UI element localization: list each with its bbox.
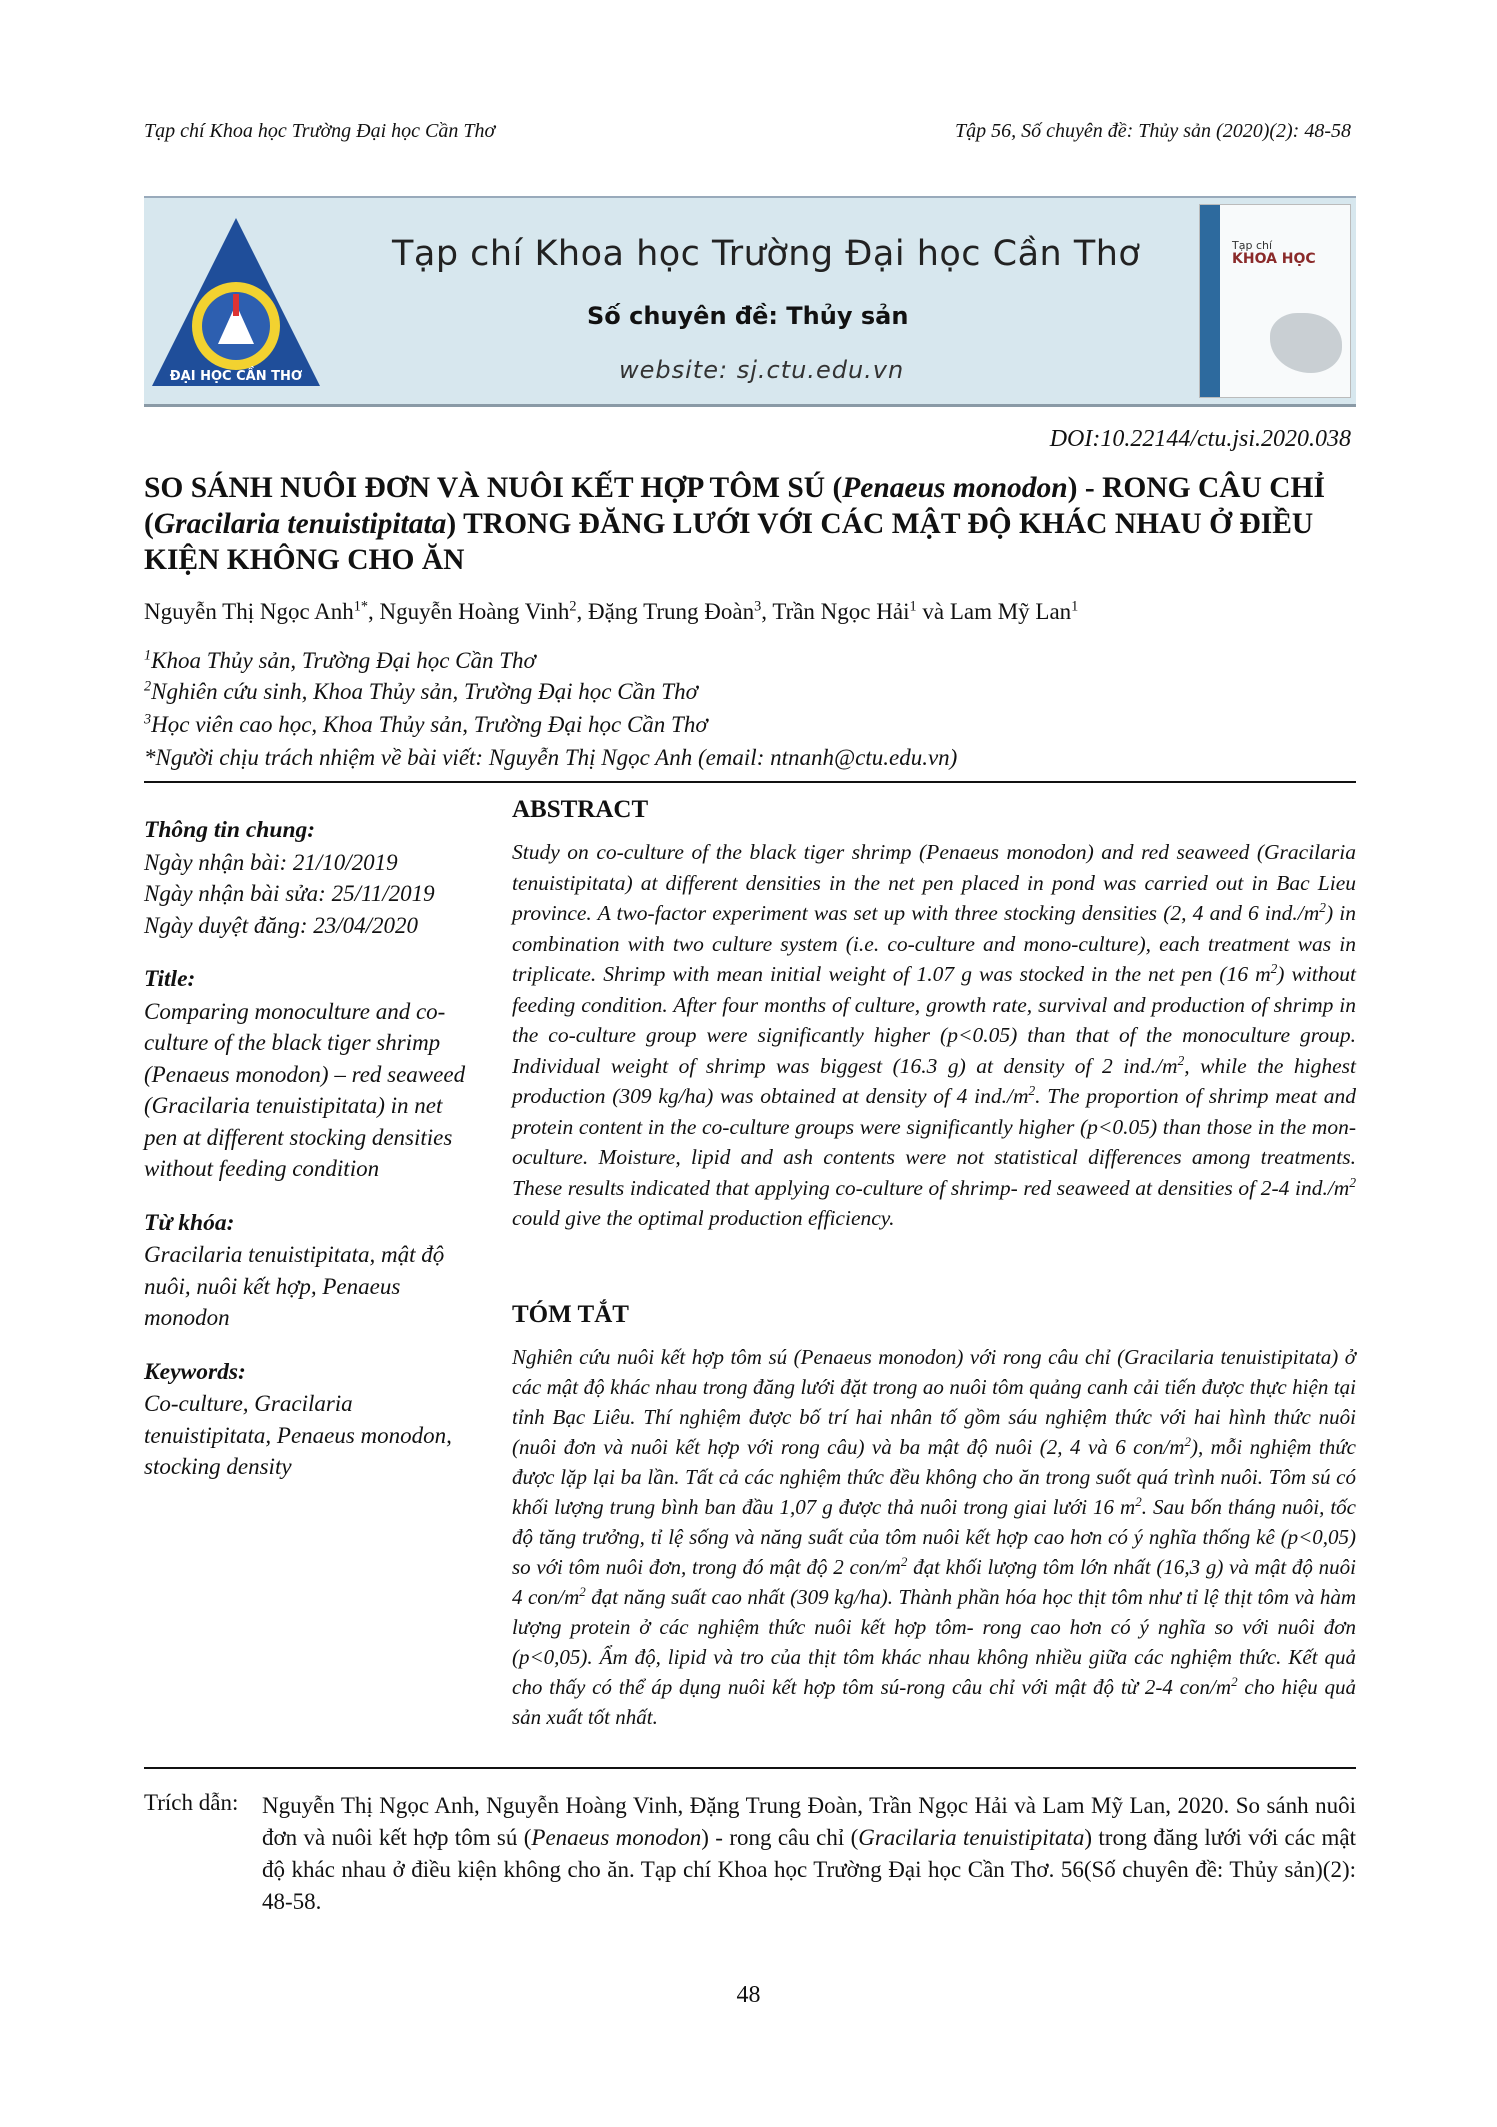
- info-heading: Thông tin chung:: [144, 817, 316, 843]
- abstract-heading: ABSTRACT: [512, 796, 649, 823]
- journal-cover-thumbnail: [1199, 204, 1351, 398]
- title-en-heading: Title:: [144, 966, 196, 992]
- corresponding-author: *Người chịu trách nhiệm về bài viết: Nguyễn Thị Ngọc Anh (email: ntnanh@ctu.edu.vn): [144, 745, 958, 770]
- affiliation: $^2$Nghiên cứu sinh, Khoa Thủy sản, Trường Đại học Cần Thơ: [144, 678, 698, 704]
- paper-title: SO SÁNH NUÔI ĐƠN VÀ NUÔI KẾT HỢP TÔM SÚ (Penaeus monodon) - RONG CÂU CHỈ (Gracilaria tenuistipitata) TRONG ĐĂNG LƯỚI VỚI CÁC MẬT ĐỘ KHÁC NHAU Ở ĐIỀU KIỆN KHÔNG CHO ĂN: [144, 472, 1325, 576]
- author: Lam Mỹ Lan: [949, 599, 1072, 624]
- cover-title: KHOA HỌC: [1232, 251, 1316, 267]
- author: Trần Ngọc Hải: [772, 599, 910, 624]
- banner-issue: Số chuyên đề: Thủy sản: [587, 302, 909, 330]
- keywords-vi-heading: Từ khóa:: [144, 1209, 235, 1236]
- summary-heading: TÓM TẮT: [512, 1301, 629, 1328]
- author: Nguyễn Thị Ngọc Anh: [144, 599, 354, 624]
- running-header-issue: Tập 56, Số chuyên đề: Thủy sản (2020)(2): 48-58: [954, 120, 1351, 142]
- cover-small-text: Tạp chí: [1232, 239, 1273, 252]
- journal-banner: [144, 196, 1356, 407]
- banner-title: Tạp chí Khoa học Trường Đại học Cần Thơ: [392, 234, 1141, 274]
- map-graphic: [1270, 313, 1342, 373]
- running-header-journal: Tạp chí Khoa học Trường Đại học Cần Thơ: [144, 120, 496, 142]
- date-received: Ngày nhận bài: 21/10/2019: [144, 849, 398, 875]
- keywords-vi: Gracilaria tenuistipitata, mật độ nuôi, nuôi kết hợp, Penaeus monodon: [144, 1242, 445, 1330]
- summary-text: Nghiên cứu nuôi kết hợp tôm sú (Penaeus monodon) với rong câu chỉ (Gracilaria tenuistipitata) ở các mật độ khác nhau trong đăng lưới đặt trong ao nuôi tôm quảng canh cải tiến được thực hiện tại tỉnh Bạc Liêu. Thí nghiệm được bố trí hai nhân tố gồm sáu nghiệm thức với hai hình thức nuôi (nuôi đơn và nuôi kết hợp với rong câu) và ba mật độ nuôi (2, 4 và 6 con/$m^2$), mỗi nghiệm thức được lặp lại ba lần. Tất cả các nghiệm thức đều không cho ăn trong suốt quá trình nuôi. Tôm sú có khối lượng trung bình ban đầu 1,07 g được thả nuôi trong giai lưới 16 $m^2$. Sau bốn tháng nuôi, tốc độ tăng trưởng, tỉ lệ sống và năng suất của tôm nuôi kết hợp cao hơn có ý nghĩa thống kê (p<0,05) so với tôm nuôi đơn, trong đó mật độ 2 con/$m^2$ đạt khối lượng tôm lớn nhất (16,3 g) và mật độ nuôi 4 con/$m^2$ đạt năng suất cao nhất (309 kg/ha). Thành phần hóa học thịt tôm như tỉ lệ thịt tôm và hàm lượng protein ở các nghiệm thức nuôi kết hợp tôm- rong cao hơn có ý nghĩa so với nuôi đơn (p<0,05). Ẩm độ, lipid và tro của thịt tôm khác nhau không nhiều giữa các nghiệm thức. Kết quả cho thấy có thể áp dụng nuôi kết hợp tôm sú-rong câu chỉ với mật độ từ 2-4 con/$m^2$ cho hiệu quả sản xuất tốt nhất.: [512, 1345, 1356, 1729]
- article-info-sidebar: [144, 815, 474, 1483]
- university-logo: [148, 214, 324, 390]
- divider: [144, 1767, 1356, 1769]
- keywords-en-heading: Keywords:: [144, 1358, 246, 1385]
- citation-label: Trích dẫn:: [144, 1790, 239, 1815]
- date-revised: Ngày nhận bài sửa: 25/11/2019: [144, 881, 435, 906]
- abstract-text: Study on co-culture of the black tiger shrimp (Penaeus monodon) and red seaweed (Gracilaria tenuistipitata) at different densities in the net pen placed in pond was carried out in Bac Lieu province. A two-factor experiment was set up with three stocking densities (2, 4 and 6 $ind./m^2$) in combination with two culture system (i.e. co-culture and mono-culture), each treatment was in triplicate. Shrimp with mean initial weight of 1.07 g was stocked in the net pen (16 $m^2$) without feeding condition. After four months of culture, growth rate, survival and production of shrimp in the co-culture group were significantly higher (p<0.05) than that of the monoculture group. Individual weight of shrimp was biggest (16.3 g) at density of 2 $ind./m^2$, while the highest production (309 kg/ha) was obtained at density of 4 $ind./m^2$. The proportion of shrimp meat and protein content in the co-culture groups were significantly higher (p<0.05) than those in the mon-oculture. Moisture, lipid and ash contents were not statistical differences among treatments. These results indicated that applying co-culture of shrimp- red seaweed at densities of 2-4 $ind./m^2$ could give the optimal production efficiency.: [512, 840, 1356, 1230]
- divider: [144, 781, 1356, 783]
- affiliation: $^1$Khoa Thủy sản, Trường Đại học Cần Thơ: [144, 647, 536, 673]
- affiliation: $^3$Học viên cao học, Khoa Thủy sản, Trường Đại học Cần Thơ: [144, 711, 708, 737]
- date-accepted: Ngày duyệt đăng: 23/04/2020: [144, 912, 419, 938]
- citation-text: Nguyễn Thị Ngọc Anh, Nguyễn Hoàng Vinh, Đặng Trung Đoàn, Trần Ngọc Hải và Lam Mỹ Lan, 2020. So sánh nuôi đơn và nuôi kết hợp tôm sú (Penaeus monodon) - rong câu chỉ (Gracilaria tenuistipitata) trong đăng lưới với các mật độ khác nhau ở điều kiện không cho ăn. Tạp chí Khoa học Trường Đại học Cần Thơ. 56(Số chuyên đề: Thủy sản)(2): 48-58.: [262, 1793, 1357, 1914]
- title-en: Comparing monoculture and co-culture of the black tiger shrimp (Penaeus monodon) – red seaweed (Gracilaria tenuistipitata) in net pen at different stocking densities without feeding condition: [144, 998, 466, 1181]
- author: Đặng Trung Đoàn: [587, 599, 755, 624]
- author: Nguyễn Hoàng Vinh: [379, 599, 570, 624]
- keywords-en: Co-culture, Gracilaria tenuistipitata, Penaeus monodon, stocking density: [144, 1391, 452, 1479]
- doi: DOI:10.22144/ctu.jsi.2020.038: [1049, 426, 1351, 452]
- page-number: 48: [736, 1982, 761, 2008]
- banner-website: website: sj.ctu.edu.vn: [619, 356, 905, 384]
- logo-text: ĐẠI HỌC CẦN THƠ: [169, 369, 303, 384]
- author-list: Nguyễn Thị Ngọc Anh$^{1*}$, Nguyễn Hoàng Vinh$^2$, Đặng Trung Đoàn$^3$, Trần Ngọc Hải$^1$ và Lam Mỹ Lan$^1$: [144, 598, 1079, 624]
